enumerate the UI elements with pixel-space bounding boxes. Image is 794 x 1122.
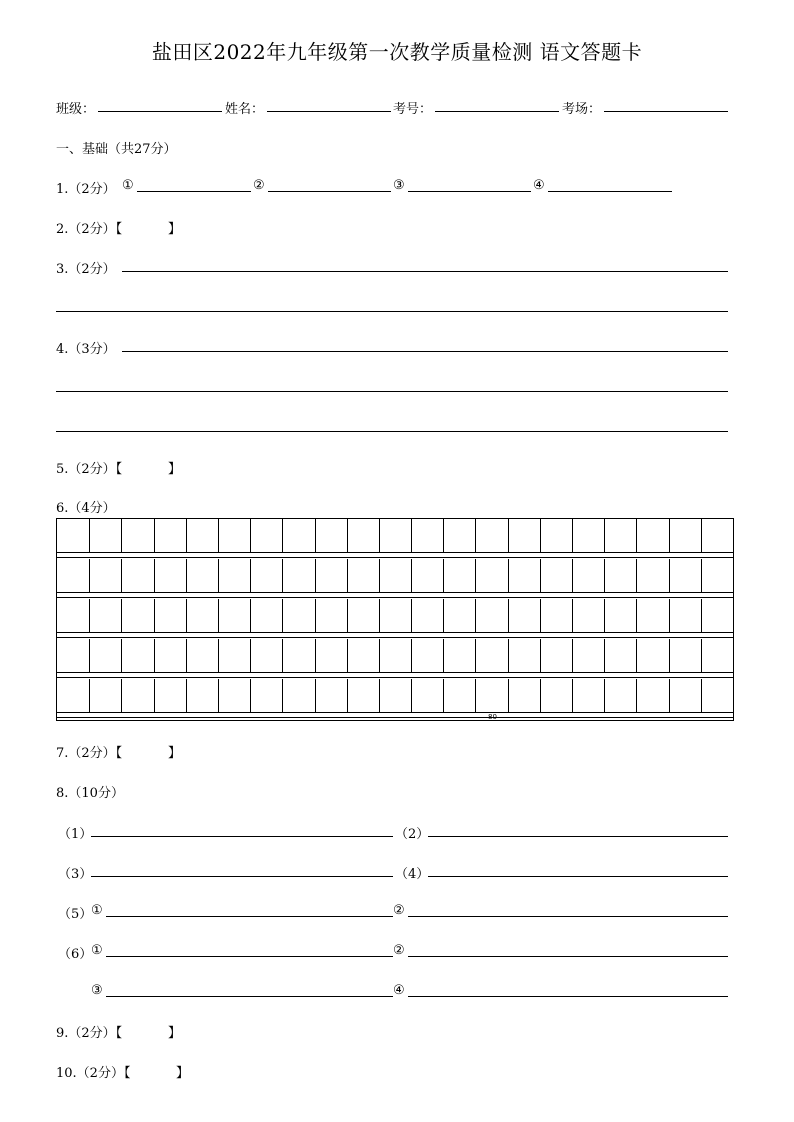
grid-cell-divider (669, 679, 670, 712)
grid-cell-divider (475, 599, 476, 632)
grid-cell-divider (379, 639, 380, 672)
grid-cell-divider (121, 559, 122, 592)
grid-row-border (57, 672, 733, 673)
name-label: 姓名： (225, 102, 265, 117)
grid-cell-divider (701, 679, 702, 712)
grid-cell-divider (508, 519, 509, 552)
grid-row-border (57, 637, 733, 638)
grid-cell-divider (154, 559, 155, 592)
grid-cell-divider (411, 679, 412, 712)
q4-answer-line[interactable] (122, 351, 728, 352)
q5-label: 5.（2分）【 (56, 462, 123, 477)
name-field[interactable] (267, 111, 391, 112)
q2-close-bracket: 】 (168, 222, 182, 237)
q8-part-5-answer-1[interactable] (106, 916, 393, 917)
grid-cell-divider (315, 559, 316, 592)
grid-cell-divider (636, 519, 637, 552)
q4-answer-line[interactable] (56, 391, 728, 392)
number-label: 考号： (393, 102, 433, 117)
q4-answer-line[interactable] (56, 431, 728, 432)
grid-row[interactable] (57, 559, 733, 592)
grid-cell-divider (443, 639, 444, 672)
grid-cell-divider (540, 559, 541, 592)
grid-cell-divider (572, 519, 573, 552)
grid-cell-divider (186, 559, 187, 592)
grid-cell-divider (250, 519, 251, 552)
q8-part-2-label: （2） (395, 827, 430, 842)
word-count-marker: 80 (488, 713, 497, 721)
grid-cell-divider (315, 679, 316, 712)
class-field[interactable] (98, 111, 222, 112)
grid-cell-divider (701, 639, 702, 672)
q8-part-1-label: （1） (58, 827, 93, 842)
q8-part-6-mark-2: ② (393, 943, 405, 958)
grid-cell-divider (218, 519, 219, 552)
q8-part-1-answer[interactable] (91, 836, 393, 837)
grid-cell-divider (636, 599, 637, 632)
grid-cell-divider (636, 559, 637, 592)
grid-cell-divider (669, 599, 670, 632)
q8-part-6-answer-2[interactable] (408, 956, 728, 957)
q1-mark-4: ④ (533, 178, 545, 193)
grid-row-border (57, 557, 733, 558)
grid-cell-divider (411, 519, 412, 552)
grid-cell-divider (250, 639, 251, 672)
grid-cell-divider (186, 519, 187, 552)
q8-part-4-label: （4） (395, 867, 430, 882)
q1-mark-1: ① (122, 178, 134, 193)
page-title: 盐田区2022年九年级第一次教学质量检测 语文答题卡 (151, 40, 643, 64)
grid-cell-divider (475, 639, 476, 672)
grid-cell-divider (701, 519, 702, 552)
grid-cell-divider (540, 599, 541, 632)
grid-cell-divider (89, 519, 90, 552)
q3-answer-line[interactable] (56, 311, 728, 312)
grid-cell-divider (379, 599, 380, 632)
q8-part-6-mark-4: ④ (393, 983, 405, 998)
grid-cell-divider (540, 639, 541, 672)
grid-cell-divider (315, 639, 316, 672)
grid-cell-divider (443, 559, 444, 592)
q8-part-6-answer-3[interactable] (106, 996, 393, 997)
grid-cell-divider (636, 639, 637, 672)
q8-label: 8.（10分） (56, 786, 124, 801)
room-field[interactable] (604, 111, 728, 112)
q6-label: 6.（4分） (56, 501, 116, 516)
q1-answer-3[interactable] (408, 191, 531, 192)
q8-part-6-mark-3: ③ (91, 983, 103, 998)
grid-cell-divider (669, 519, 670, 552)
grid-row-border (57, 712, 733, 713)
grid-cell-divider (701, 559, 702, 592)
writing-grid[interactable] (56, 518, 734, 721)
q1-label: 1.（2分） (56, 182, 116, 197)
grid-cell-divider (315, 519, 316, 552)
grid-cell-divider (154, 519, 155, 552)
grid-cell-divider (89, 639, 90, 672)
grid-cell-divider (121, 639, 122, 672)
q8-part-6-label: （6） (58, 947, 93, 962)
grid-row-border (57, 552, 733, 553)
grid-cell-divider (89, 679, 90, 712)
grid-cell-divider (347, 639, 348, 672)
section-heading: 一、基础（共27分） (56, 142, 177, 157)
grid-cell-divider (154, 599, 155, 632)
grid-cell-divider (282, 559, 283, 592)
q1-mark-3: ③ (393, 178, 405, 193)
q8-part-6-mark-1: ① (91, 943, 103, 958)
q8-part-6-answer-1[interactable] (106, 956, 393, 957)
grid-cell-divider (121, 599, 122, 632)
number-field[interactable] (435, 111, 559, 112)
grid-cell-divider (282, 599, 283, 632)
grid-cell-divider (540, 519, 541, 552)
grid-cell-divider (121, 519, 122, 552)
grid-cell-divider (508, 559, 509, 592)
q9-close-bracket: 】 (168, 1026, 182, 1041)
grid-row[interactable] (57, 679, 733, 712)
grid-row-border (57, 597, 733, 598)
q8-part-5-answer-2[interactable] (408, 916, 728, 917)
grid-cell-divider (508, 639, 509, 672)
grid-cell-divider (250, 679, 251, 712)
grid-cell-divider (379, 519, 380, 552)
grid-cell-divider (572, 679, 573, 712)
class-label: 班级： (56, 102, 96, 117)
q8-part-3-answer[interactable] (91, 876, 393, 877)
grid-row[interactable] (57, 519, 733, 552)
grid-cell-divider (604, 519, 605, 552)
grid-cell-divider (508, 599, 509, 632)
q3-answer-line[interactable] (122, 271, 728, 272)
grid-cell-divider (347, 559, 348, 592)
grid-cell-divider (154, 639, 155, 672)
q8-part-2-answer[interactable] (428, 836, 728, 837)
grid-row-border (57, 677, 733, 678)
grid-cell-divider (121, 679, 122, 712)
grid-cell-divider (443, 519, 444, 552)
grid-cell-divider (154, 679, 155, 712)
q8-part-5-mark-1: ① (91, 903, 103, 918)
grid-cell-divider (443, 599, 444, 632)
grid-row-border (57, 632, 733, 633)
q9-label: 9.（2分）【 (56, 1026, 123, 1041)
q8-part-5-mark-2: ② (393, 903, 405, 918)
q1-mark-2: ② (253, 178, 265, 193)
q7-label: 7.（2分）【 (56, 746, 123, 761)
grid-cell-divider (379, 679, 380, 712)
grid-row[interactable] (57, 639, 733, 672)
grid-cell-divider (604, 599, 605, 632)
q1-answer-2[interactable] (268, 191, 391, 192)
grid-cell-divider (604, 559, 605, 592)
q8-part-6-answer-4[interactable] (408, 996, 728, 997)
grid-row-border (57, 592, 733, 593)
grid-cell-divider (89, 559, 90, 592)
grid-cell-divider (669, 639, 670, 672)
grid-cell-divider (572, 599, 573, 632)
grid-cell-divider (604, 679, 605, 712)
grid-cell-divider (636, 679, 637, 712)
grid-cell-divider (218, 599, 219, 632)
q1-answer-4[interactable] (548, 191, 672, 192)
grid-cell-divider (475, 519, 476, 552)
q4-label: 4.（3分） (56, 342, 116, 357)
grid-cell-divider (443, 679, 444, 712)
q10-close-bracket: 】 (176, 1066, 190, 1081)
q5-close-bracket: 】 (168, 462, 182, 477)
q1-answer-1[interactable] (137, 191, 251, 192)
grid-cell-divider (218, 679, 219, 712)
grid-cell-divider (669, 559, 670, 592)
grid-cell-divider (475, 559, 476, 592)
grid-cell-divider (701, 599, 702, 632)
grid-cell-divider (347, 679, 348, 712)
q8-part-3-label: （3） (58, 867, 93, 882)
grid-cell-divider (250, 559, 251, 592)
grid-cell-divider (411, 559, 412, 592)
q8-part-4-answer[interactable] (428, 876, 728, 877)
grid-cell-divider (282, 639, 283, 672)
grid-cell-divider (186, 679, 187, 712)
q10-label: 10.（2分）【 (56, 1066, 131, 1081)
q2-label: 2.（2分）【 (56, 222, 123, 237)
grid-cell-divider (411, 599, 412, 632)
grid-cell-divider (315, 599, 316, 632)
grid-cell-divider (604, 639, 605, 672)
grid-cell-divider (186, 599, 187, 632)
grid-cell-divider (508, 679, 509, 712)
grid-cell-divider (475, 679, 476, 712)
grid-cell-divider (347, 519, 348, 552)
grid-cell-divider (89, 599, 90, 632)
grid-row-border (57, 717, 733, 718)
grid-cell-divider (282, 519, 283, 552)
q8-part-5-label: （5） (58, 907, 93, 922)
grid-cell-divider (347, 599, 348, 632)
grid-cell-divider (218, 639, 219, 672)
grid-cell-divider (379, 559, 380, 592)
grid-cell-divider (572, 639, 573, 672)
q7-close-bracket: 】 (168, 746, 182, 761)
grid-cell-divider (540, 679, 541, 712)
grid-cell-divider (186, 639, 187, 672)
grid-cell-divider (218, 559, 219, 592)
q3-label: 3.（2分） (56, 262, 116, 277)
grid-cell-divider (572, 559, 573, 592)
grid-cell-divider (411, 639, 412, 672)
grid-row[interactable] (57, 599, 733, 632)
grid-cell-divider (250, 599, 251, 632)
grid-cell-divider (282, 679, 283, 712)
room-label: 考场： (562, 102, 602, 117)
